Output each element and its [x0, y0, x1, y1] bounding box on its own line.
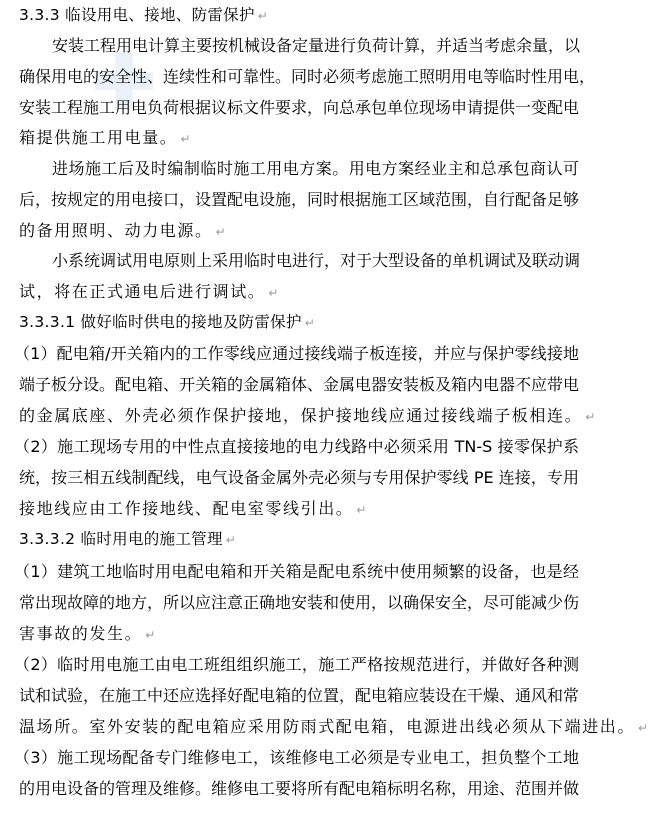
- paragraph-line: （3）施工现场配备专门维修电工，该维修电工必须是专业电工，担负整个工地: [14, 748, 579, 767]
- section-heading-3-3-3-2: [19, 524, 579, 555]
- paragraph-line-last: [19, 493, 579, 524]
- paragraph-line: 试和试验，在施工中还应选择好配电箱的位置，配电箱应装设在干燥、通风和常: [19, 686, 580, 705]
- paragraph-mark-icon: ↵: [180, 132, 191, 146]
- paragraph-mark-icon: ↵: [638, 721, 648, 735]
- paragraph-line: 小系统调试用电原则上采用临时电进行，对于大型设备的单机调试及联动调: [52, 251, 581, 270]
- heading-text: 3.3.3 临设用电、接地、防雷保护: [19, 6, 255, 24]
- paragraph-line-last: [19, 215, 579, 246]
- paragraph-line: 常出现故障的地方，所以应注意正确地安装和使用，以确保安全，尽可能减少伤: [19, 593, 580, 612]
- paragraph-text: 接地线应由工作接地线、配电室零线引出。: [19, 499, 354, 518]
- paragraph-line: 安装工程用电计算主要按机械设备定量进行负荷计算，并适当考虑余量，以: [52, 36, 581, 55]
- paragraph-text: 温场所。室外安装的配电箱应采用防雨式配电箱，电源进出线必须从下端进出。: [19, 717, 636, 736]
- paragraph-mark-icon: ↵: [215, 225, 226, 239]
- paragraph-line: 后，按规定的用电接口，设置配电设施，同时根据施工区域范围，自行配备足够: [19, 190, 580, 209]
- paragraph-mark-icon: ↵: [225, 533, 236, 547]
- paragraph-mark-icon: ↵: [268, 286, 279, 300]
- paragraph-text: 箱提供施工用电量。: [19, 128, 178, 147]
- paragraph-mark-icon: ↵: [304, 316, 315, 330]
- paragraph-line: 端子板分设。配电箱、开关箱的金属箱体、金属电器安装板及箱内电器不应带电: [19, 375, 580, 394]
- paragraph-line: （1）建筑工地临时用电配电箱和开关箱是配电系统中使用频繁的设备，也是经: [14, 562, 579, 581]
- paragraph-line: （2）施工现场专用的中性点直接接地的电力线路中必须采用 TN-S 接零保护系: [14, 437, 579, 456]
- paragraph-line-last: [19, 276, 579, 307]
- section-heading-3-3-3-1: [19, 307, 579, 338]
- paragraph-line-last: [19, 400, 596, 431]
- paragraph-line: （2）临时用电施工由电工班组组织施工，施工严格按规范进行，并做好各种测: [14, 655, 579, 674]
- paragraph-line-last: [19, 618, 579, 649]
- paragraph-line-last: [19, 122, 579, 153]
- paragraph-line: 确保用电的安全性、连续性和可靠性。同时必须考虑施工照明用电等临时性用电，: [19, 67, 596, 86]
- paragraph-mark-icon: ↵: [585, 410, 596, 424]
- paragraph-text: 的备用照明、动力电源。: [19, 221, 213, 240]
- paragraph-text: 害事故的发生。: [19, 624, 143, 643]
- paragraph-line-last: [19, 711, 648, 742]
- paragraph-line: 进场施工后及时编制临时施工用电方案。用电方案经业主和总承包商认可: [52, 159, 579, 178]
- paragraph-line: 安装工程施工用电负荷根据议标文件要求，向总承包单位现场申请提供一变配电: [19, 98, 580, 117]
- heading-text: 3.3.3.2 临时用电的施工管理: [19, 530, 223, 548]
- paragraph-mark-icon: ↵: [356, 503, 367, 517]
- paragraph-text: 试，将在正式通电后进行调试。: [19, 282, 266, 301]
- paragraph-line: （1）配电箱/开关箱内的工作零线应通过接线端子板连接，并应与保护零线接地: [14, 344, 579, 363]
- paragraph-mark-icon: ↵: [145, 628, 156, 642]
- paragraph-line: 统，按三相五线制配线，电气设备金属外壳必须与专用保护零线 PE 连接，专用: [19, 468, 579, 487]
- paragraph-mark-icon: ↵: [257, 9, 268, 23]
- paragraph-line: 的用电设备的管理及维修。维修电工要将所有配电箱标明名称，用途、范围并做: [19, 779, 580, 798]
- paragraph-text: 的金属底座、外壳必须作保护接地，保护接地线应通过接线端子板相连。: [19, 406, 583, 425]
- heading-text: 3.3.3.1 做好临时供电的接地及防雷保护: [19, 313, 302, 331]
- section-heading-3-3-3: [19, 0, 579, 31]
